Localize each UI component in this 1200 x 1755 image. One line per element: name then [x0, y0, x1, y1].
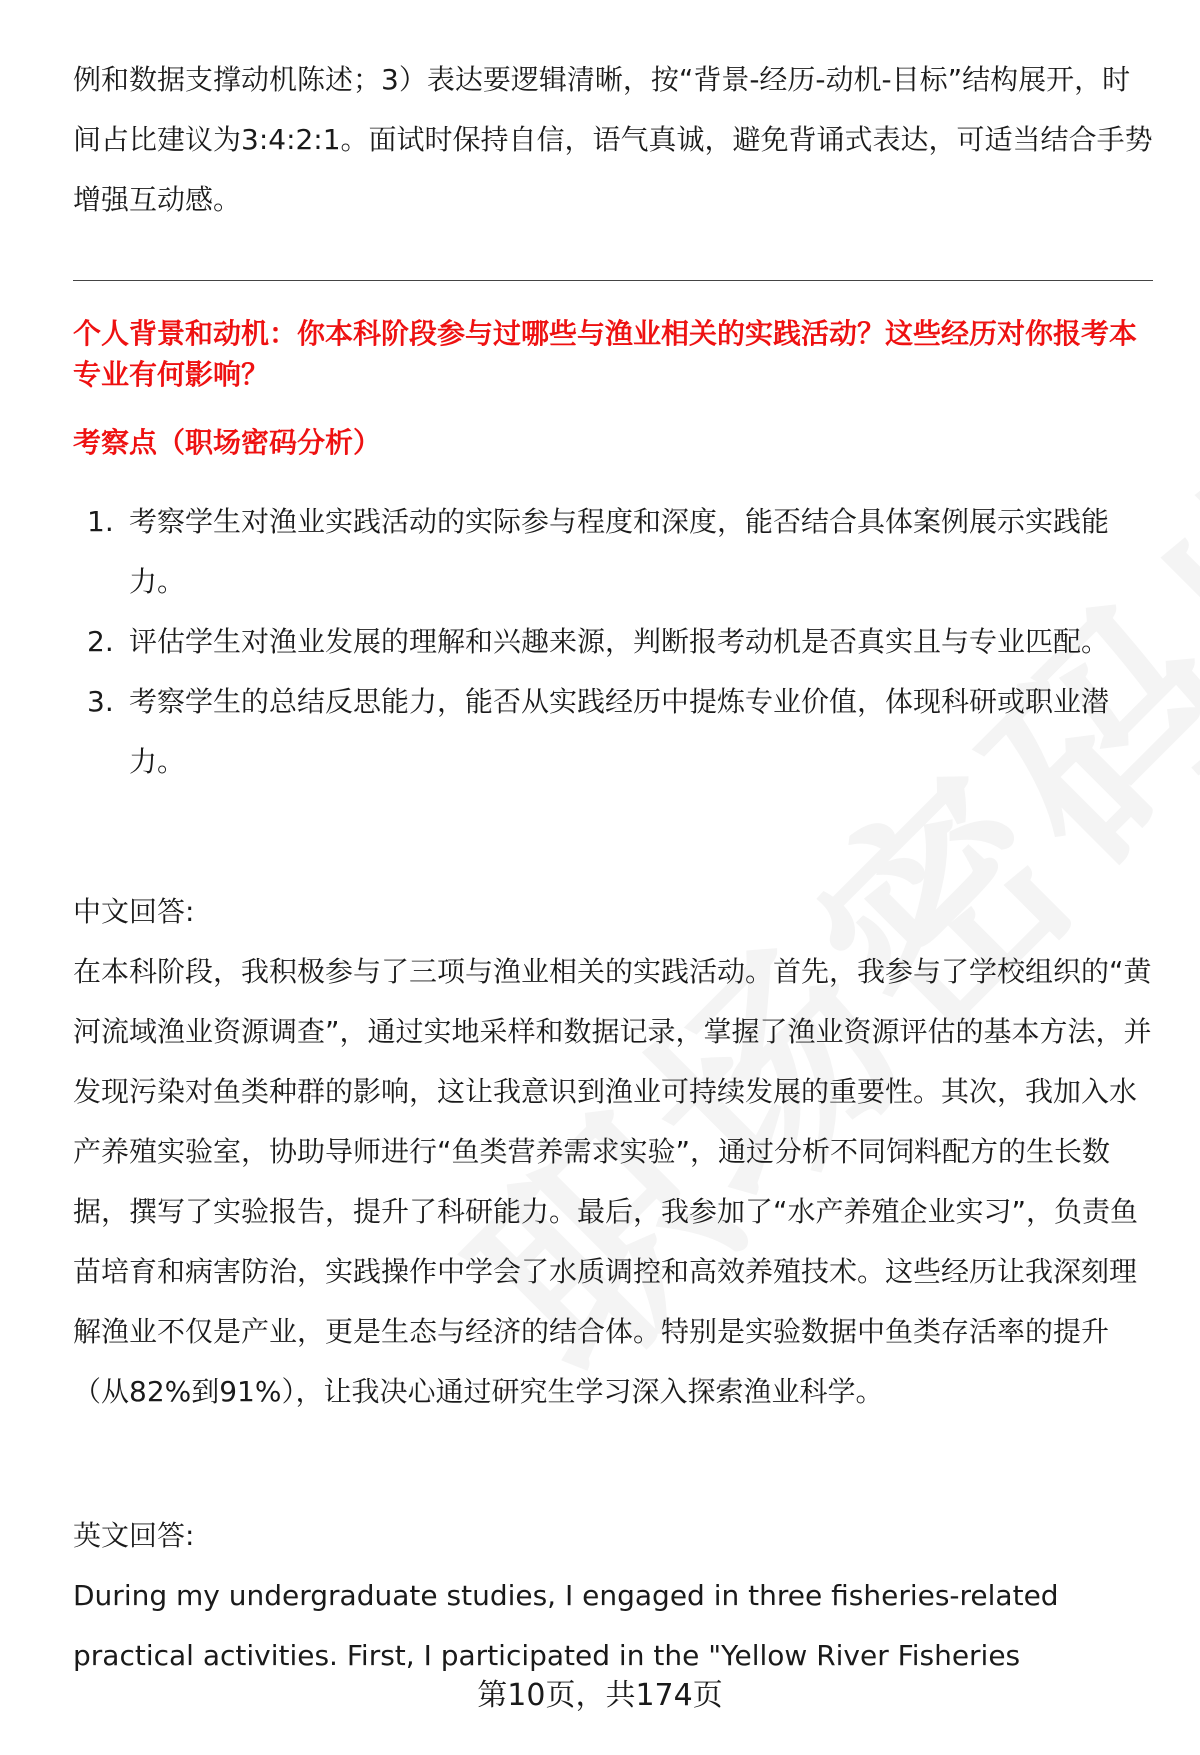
focus-block: [73, 423, 1153, 463]
focus-title: 考察点（职场密码分析）: [73, 426, 382, 459]
chinese-answer-text: 在本科阶段，我积极参与了三项与渔业相关的实践活动。首先，我参与了学校组织的“黄河流域渔业资源调查”，通过实地采样和数据记录，掌握了渔业资源评估的基本方法，并发现污染对鱼类种群的影响，这让我意识到渔业可持续发展的重要性。其次，我加入水产养殖实验室，协助导师进行“鱼类营养需求实验”，通过分析不同饲料配方的生长数据，撰写了实验报告，提升了科研能力。最后，我参加了“水产养殖企业实习”，负责鱼苗培育和病害防治，实践操作中学会了水质调控和高效养殖技术。这些经历让我深刻理解渔业不仅是产业，更是生态与经济的结合体。特别是实验数据中鱼类存活率的提升（从82%到91%），让我决心通过研究生学习深入探索渔业科学。: [73, 955, 1152, 1408]
page-number: 第10页，共174页: [477, 1678, 723, 1713]
question-title: 个人背景和动机：你本科阶段参与过哪些与渔业相关的实践活动？这些经历对你报考本专业有何影响？: [73, 317, 1138, 391]
list-item: [73, 612, 1153, 672]
list-item: [73, 672, 1153, 792]
list-item-number: 1.: [87, 505, 114, 538]
list-item-text: 评估学生对渔业发展的理解和兴趣来源，判断报考动机是否真实且与专业匹配。: [129, 625, 1110, 658]
top-paragraph-block: [73, 50, 1153, 230]
question-block: [73, 313, 1153, 395]
top-paragraph: 例和数据支撑动机陈述；3）表达要逻辑清晰，按“背景-经历-动机-目标”结构展开，时间占比建议为3:4:2:1。面试时保持自信，语气真诚，避免背诵式表达，可适当结合手势增强互动感。: [73, 63, 1153, 216]
focus-points-list: [73, 492, 1153, 792]
english-answer-label: 英文回答:: [73, 1519, 195, 1552]
english-answer-text: During my undergraduate studies, I engaged in three fisheries-related practical activities. First, I participated in the "Yellow River Fisheries: [73, 1579, 1059, 1672]
list-item-number: 3.: [87, 685, 114, 718]
focus-points-block: [73, 492, 1153, 792]
section-divider: [73, 280, 1153, 281]
chinese-answer-block: [73, 882, 1153, 1422]
list-item-text: 考察学生的总结反思能力，能否从实践经历中提炼专业价值，体现科研或职业潜力。: [129, 685, 1110, 778]
list-item-text: 考察学生对渔业实践活动的实际参与程度和深度，能否结合具体案例展示实践能力。: [129, 505, 1110, 598]
list-item: [73, 492, 1153, 612]
list-item-number: 2.: [87, 625, 114, 658]
english-answer-block: [73, 1506, 1153, 1686]
chinese-answer-label: 中文回答:: [73, 895, 195, 928]
